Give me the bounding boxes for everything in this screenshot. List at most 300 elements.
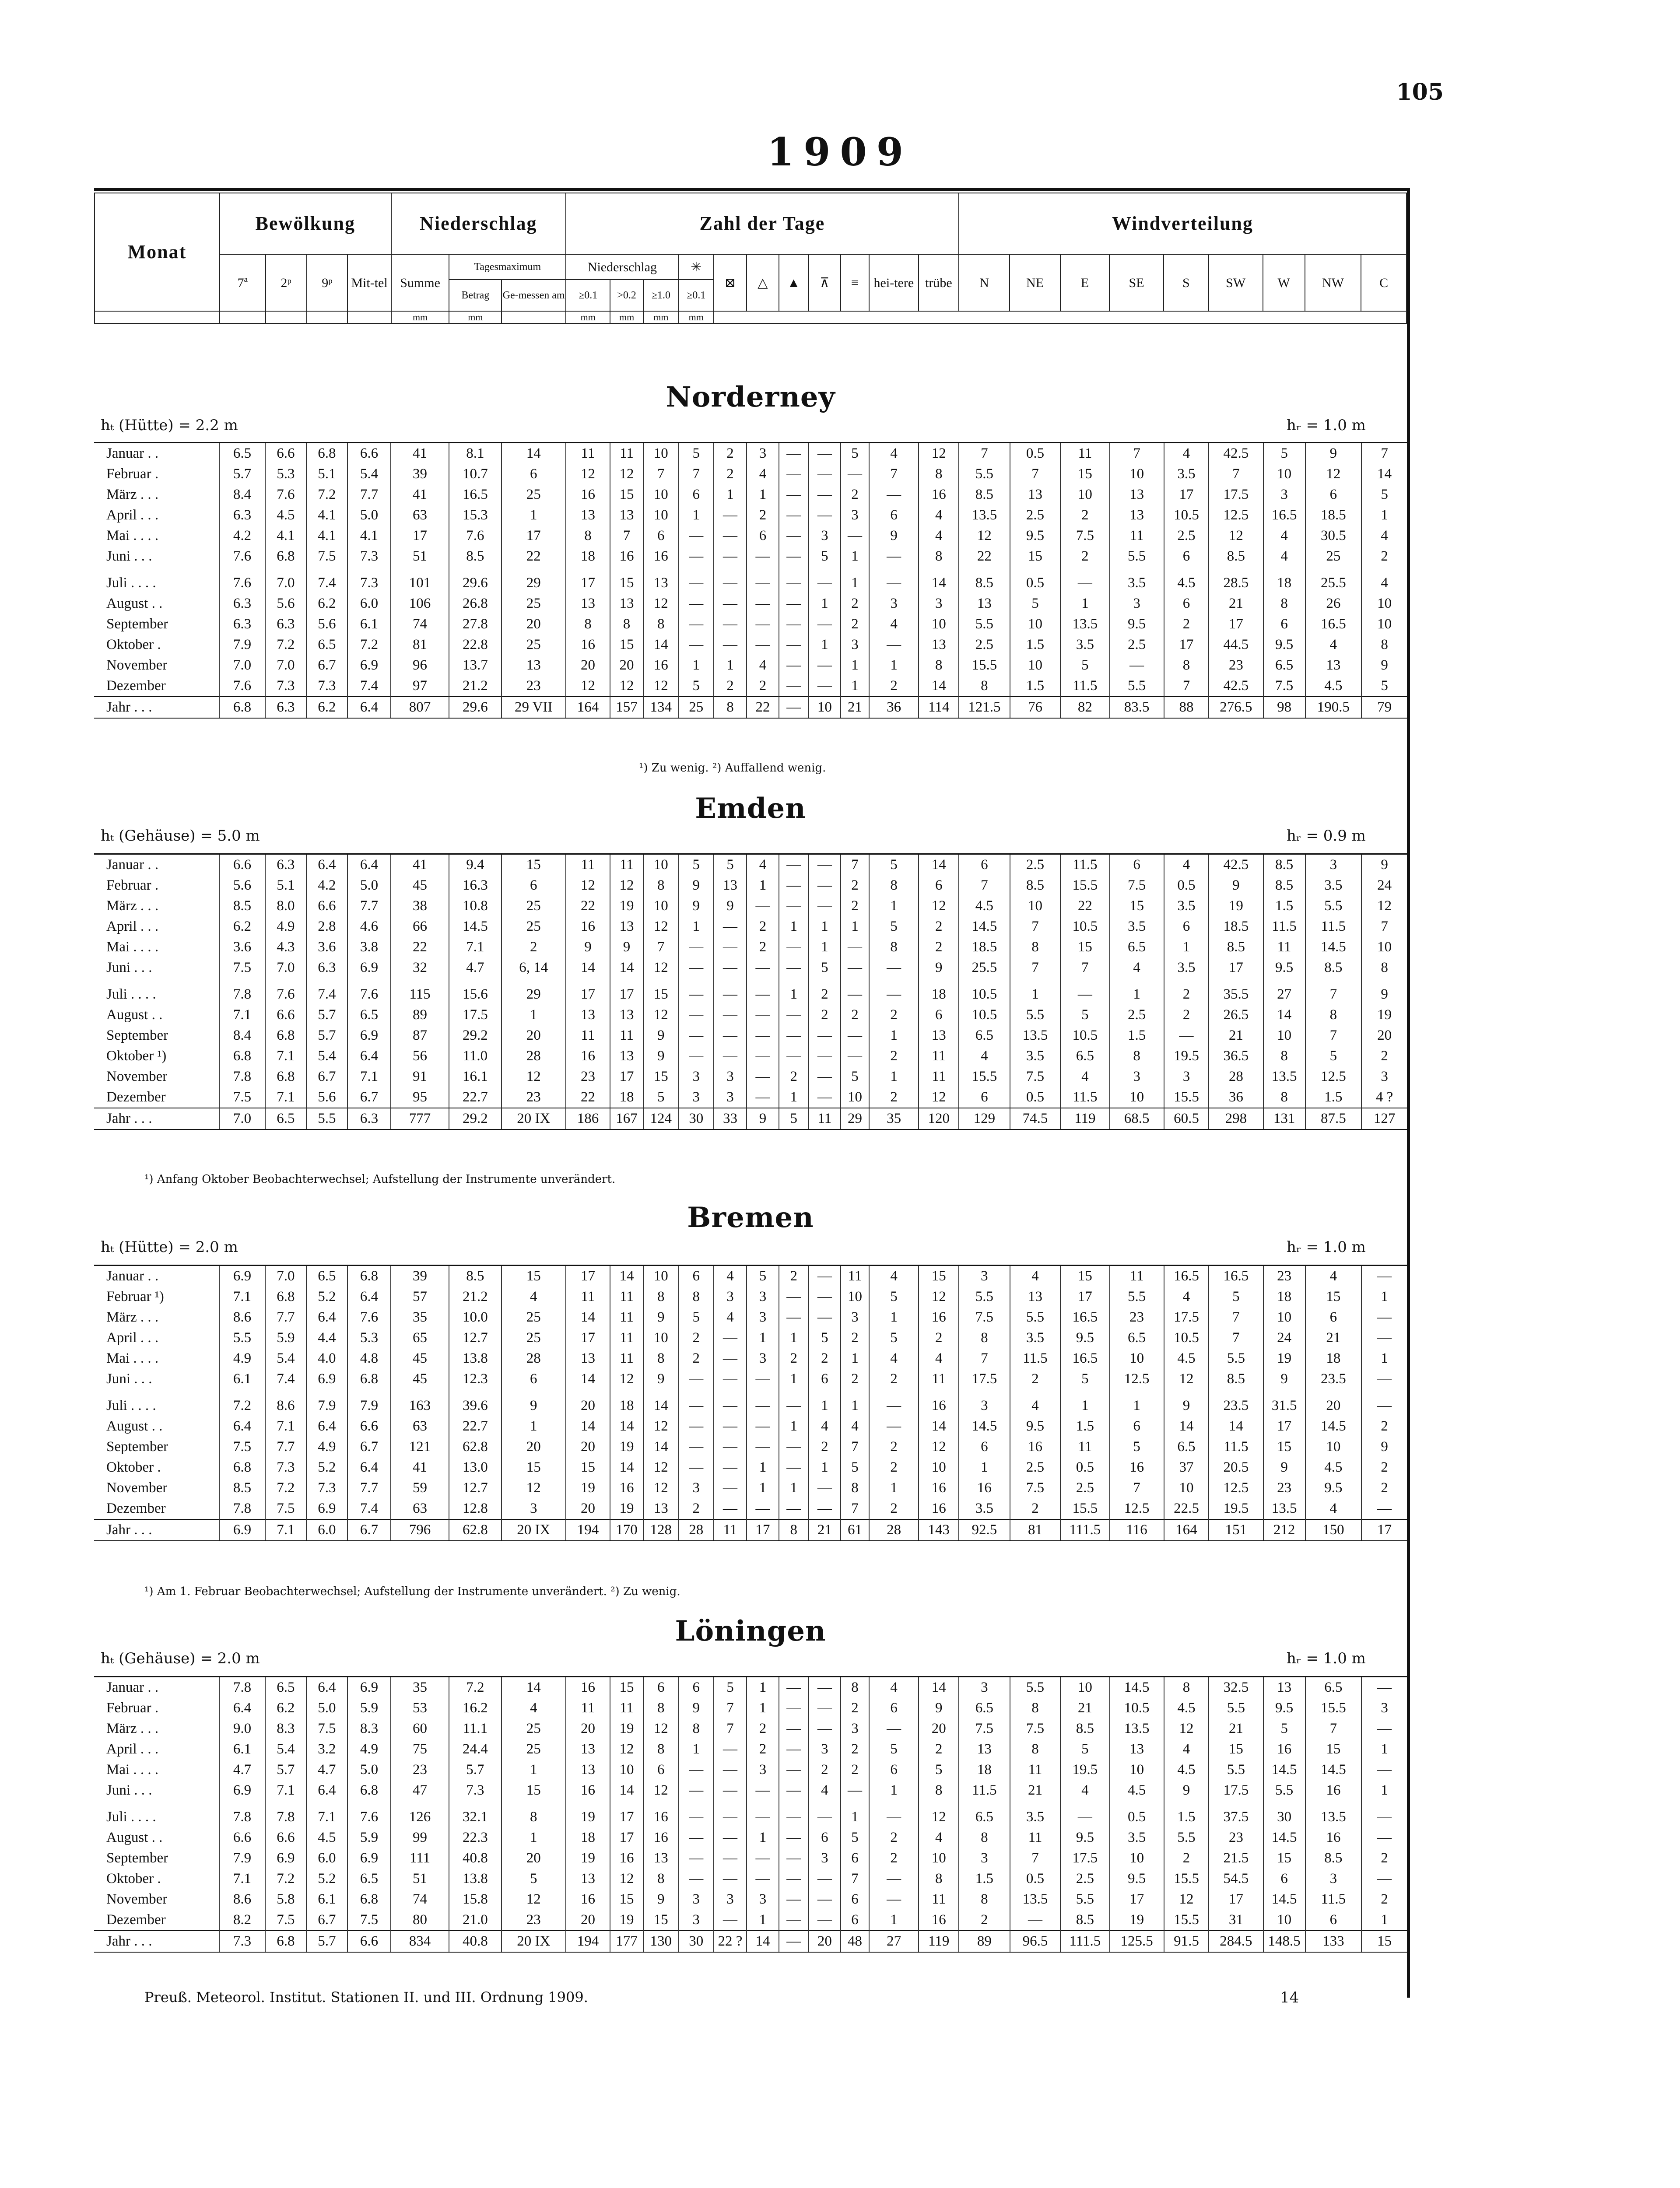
wind-c-header: C <box>1361 254 1406 311</box>
cell-h7: 7.3 <box>219 1931 265 1952</box>
cell-n10: 124 <box>643 1108 679 1129</box>
cell-n10: 10 <box>643 896 679 916</box>
cell-snow: — <box>679 937 714 957</box>
cell-graupel: — <box>779 854 809 876</box>
cell-n01: 17 <box>566 978 610 1005</box>
cell-truebe: 143 <box>919 1519 959 1541</box>
cell-wind-nw: 30.5 <box>1305 526 1362 546</box>
cell-h7: 6.2 <box>219 916 265 937</box>
cell-truebe: 4 <box>919 526 959 546</box>
cell-wind-s: 4.5 <box>1164 567 1209 593</box>
cell-wind-ne: 8 <box>1010 1698 1061 1718</box>
cell-wind-s: 6 <box>1164 916 1209 937</box>
cell-summe: 121 <box>391 1437 449 1457</box>
cell-n10: 8 <box>643 1698 679 1718</box>
cell-max-betrag: 22.3 <box>449 1827 502 1848</box>
cell-wind-e: 17 <box>1060 1287 1109 1307</box>
cell-wind-sw: 16.5 <box>1209 1266 1263 1287</box>
cell-mittel: 7.7 <box>347 896 391 916</box>
cell-month: November <box>106 657 168 673</box>
table-row <box>94 1287 1407 1307</box>
cell-max-betrag: 13.8 <box>449 1348 502 1369</box>
station-hr: hᵣ = 1.0 m <box>1287 1238 1366 1256</box>
cell-h2: 5.8 <box>265 1889 306 1910</box>
cell-thunder: — <box>809 1889 841 1910</box>
cell-wind-sw: 5.5 <box>1209 1760 1263 1780</box>
cell-fog: 2 <box>841 484 869 505</box>
cell-month: Jahr . . . <box>94 697 219 718</box>
cell-max-datum: 15 <box>502 1780 566 1801</box>
cell-max-betrag: 10.7 <box>449 464 502 484</box>
cell-n02: 15 <box>610 635 643 655</box>
cell-month: Jahr . . . <box>94 1931 219 1952</box>
cell-wind-e: 1 <box>1060 593 1109 614</box>
cell-n02: 17 <box>610 978 643 1005</box>
cell-thunder: 5 <box>809 546 841 567</box>
cell-wind-sw: 18.5 <box>1209 916 1263 937</box>
ge01-header: ≥0.1 <box>566 280 610 311</box>
cell-fog: 5 <box>841 1066 869 1087</box>
cell-wind-ne: 0.5 <box>1010 1869 1061 1889</box>
cell-mittel: 6.9 <box>347 1848 391 1869</box>
cell-n02: 11 <box>610 1025 643 1046</box>
cell-h7: 6.4 <box>219 1416 265 1437</box>
cell-n10: 15 <box>643 1066 679 1087</box>
cell-h7: 6.9 <box>219 1780 265 1801</box>
cell-wind-sw: 12.5 <box>1209 505 1263 526</box>
cell-sleet: — <box>714 505 747 526</box>
cell-snow: — <box>679 546 714 567</box>
cell-max-betrag: 15.8 <box>449 1889 502 1910</box>
cell-h7: 6.8 <box>219 1457 265 1478</box>
station-title: Bremen <box>687 1201 814 1234</box>
cell-h7: 5.7 <box>219 464 265 484</box>
cell-heitere: 4 <box>869 1348 919 1369</box>
cell-sleet: — <box>714 1348 747 1369</box>
cell-wind-se: 5.5 <box>1110 546 1164 567</box>
table-row <box>94 1307 1407 1328</box>
cell-graupel: 1 <box>779 1328 809 1348</box>
cell-h9: 5.2 <box>306 1457 347 1478</box>
cell-h7: 3.6 <box>219 937 265 957</box>
cell-wind-sw: 28 <box>1209 1066 1263 1087</box>
cell-max-betrag: 14.5 <box>449 916 502 937</box>
cell-wind-s: 91.5 <box>1164 1931 1209 1952</box>
cell-n01: 12 <box>566 676 610 697</box>
cell-wind-s: 15.5 <box>1164 1910 1209 1931</box>
cell-wind-w: 9 <box>1263 1457 1305 1478</box>
cell-truebe: 9 <box>919 957 959 978</box>
cell-max-betrag: 11.1 <box>449 1718 502 1739</box>
cell-n10: 16 <box>643 1827 679 1848</box>
cell-wind-nw: 16 <box>1305 1780 1362 1801</box>
cell-hail: 3 <box>747 1287 779 1307</box>
cell-truebe: 119 <box>919 1931 959 1952</box>
cell-max-betrag: 7.6 <box>449 526 502 546</box>
cell-hail: — <box>747 1801 779 1827</box>
cell-mittel: 6.9 <box>347 957 391 978</box>
cell-wind-ne: 10 <box>1010 655 1061 676</box>
cell-wind-c: 10 <box>1361 937 1407 957</box>
cell-h9: 6.2 <box>306 697 347 718</box>
cell-max-datum: 1 <box>502 1827 566 1848</box>
cell-n02: 15 <box>610 1889 643 1910</box>
cell-wind-e: 5 <box>1060 1369 1109 1389</box>
cell-n10: 9 <box>643 1369 679 1389</box>
cell-wind-se: 9.5 <box>1110 614 1164 635</box>
cell-wind-w: 6 <box>1263 1869 1305 1889</box>
cell-wind-ne: — <box>1010 1910 1061 1931</box>
cell-month: September <box>106 616 168 632</box>
cell-heitere: 5 <box>869 916 919 937</box>
cell-h7: 6.5 <box>219 443 265 464</box>
cell-hail: — <box>747 978 779 1005</box>
cell-wind-w: 212 <box>1263 1519 1305 1541</box>
cell-wind-ne: 0.5 <box>1010 1087 1061 1108</box>
cell-n01: 186 <box>566 1108 610 1129</box>
cell-n10: 12 <box>643 916 679 937</box>
cell-n01: 8 <box>566 614 610 635</box>
cell-snow: — <box>679 1869 714 1889</box>
cell-wind-sw: 26.5 <box>1209 1005 1263 1025</box>
table-row <box>94 1025 1407 1046</box>
cell-max-betrag: 21.2 <box>449 676 502 697</box>
cell-wind-ne: 13 <box>1010 484 1061 505</box>
cell-wind-sw: 5.5 <box>1209 1348 1263 1369</box>
cell-wind-s: 164 <box>1164 1519 1209 1541</box>
cell-h7: 7.5 <box>219 1437 265 1457</box>
cell-summe: 96 <box>391 655 449 676</box>
cell-fog: 61 <box>841 1519 869 1541</box>
cell-wind-sw: 19 <box>1209 896 1263 916</box>
cell-wind-n: 3.5 <box>959 1498 1010 1519</box>
table-row <box>94 1718 1407 1739</box>
cell-max-betrag: 13.7 <box>449 655 502 676</box>
cell-wind-e: 119 <box>1060 1108 1109 1129</box>
cell-summe: 53 <box>391 1698 449 1718</box>
station-ht: hₜ (Hütte) = 2.0 m <box>101 1238 238 1256</box>
year-title: 1909 <box>767 129 913 175</box>
cell-h9: 2.8 <box>306 916 347 937</box>
cell-h7: 7.0 <box>219 655 265 676</box>
cell-n10: 12 <box>643 957 679 978</box>
cell-thunder: — <box>809 896 841 916</box>
cell-h2: 4.1 <box>265 526 306 546</box>
cell-wind-w: 14.5 <box>1263 1827 1305 1848</box>
cell-truebe: 15 <box>919 1266 959 1287</box>
windverteilung-header: Windverteilung <box>959 193 1406 254</box>
cell-h7: 4.7 <box>219 1760 265 1780</box>
cell-h2: 8.3 <box>265 1718 306 1739</box>
cell-wind-w: 131 <box>1263 1108 1305 1129</box>
table-row <box>94 484 1407 505</box>
cell-wind-c: 1 <box>1361 1348 1407 1369</box>
cell-wind-ne: 76 <box>1010 697 1061 718</box>
cell-wind-e: 16.5 <box>1060 1348 1109 1369</box>
table-row <box>94 1827 1407 1848</box>
cell-n02: 14 <box>610 1780 643 1801</box>
cell-wind-c: — <box>1361 1760 1407 1780</box>
cell-truebe: 8 <box>919 655 959 676</box>
cell-wind-e: 82 <box>1060 697 1109 718</box>
cell-wind-w: 3 <box>1263 484 1305 505</box>
cell-wind-sw: 21.5 <box>1209 1848 1263 1869</box>
cell-wind-c: 2 <box>1361 1848 1407 1869</box>
cell-wind-c: 79 <box>1361 697 1407 718</box>
cell-mittel: 6.8 <box>347 1889 391 1910</box>
cell-h9: 6.9 <box>306 1369 347 1389</box>
cell-wind-sw: 42.5 <box>1209 676 1263 697</box>
cell-thunder: — <box>809 1910 841 1931</box>
cell-wind-s: 17.5 <box>1164 1307 1209 1328</box>
cell-truebe: 13 <box>919 1025 959 1046</box>
cell-h2: 7.1 <box>265 1087 306 1108</box>
cell-sleet: 5 <box>714 1677 747 1698</box>
cell-h7: 6.6 <box>219 854 265 876</box>
cell-wind-s: 15.5 <box>1164 1087 1209 1108</box>
cell-h2: 5.9 <box>265 1328 306 1348</box>
cell-truebe: 16 <box>919 484 959 505</box>
cell-n10: 9 <box>643 1046 679 1066</box>
station-hr: hᵣ = 1.0 m <box>1287 1650 1366 1667</box>
cell-wind-c: 1 <box>1361 1739 1407 1760</box>
cell-h7: 7.8 <box>219 978 265 1005</box>
cell-graupel: 8 <box>779 1519 809 1541</box>
cell-mittel: 6.4 <box>347 1287 391 1307</box>
cell-summe: 101 <box>391 567 449 593</box>
cell-thunder: — <box>809 854 841 876</box>
cell-wind-w: 16 <box>1263 1739 1305 1760</box>
cell-h9: 6.7 <box>306 1910 347 1931</box>
cell-truebe: 10 <box>919 1457 959 1478</box>
cell-wind-se: 17 <box>1110 1889 1164 1910</box>
cell-n02: 15 <box>610 567 643 593</box>
cell-n02: 11 <box>610 1328 643 1348</box>
cell-max-datum: 1 <box>502 505 566 526</box>
cell-wind-sw: 23 <box>1209 1827 1263 1848</box>
cell-wind-sw: 42.5 <box>1209 854 1263 876</box>
cell-fog: 7 <box>841 854 869 876</box>
cell-h9: 5.1 <box>306 464 347 484</box>
cell-wind-sw: 36 <box>1209 1087 1263 1108</box>
cell-snow: — <box>679 957 714 978</box>
cell-max-datum: 14 <box>502 443 566 464</box>
cell-h2: 7.7 <box>265 1307 306 1328</box>
cell-hail: 2 <box>747 505 779 526</box>
cell-hail: 17 <box>747 1519 779 1541</box>
cell-sleet: — <box>714 957 747 978</box>
cell-n01: 13 <box>566 593 610 614</box>
cell-n02: 14 <box>610 957 643 978</box>
cell-sleet: 2 <box>714 676 747 697</box>
wind-ne-header: NE <box>1010 254 1060 311</box>
cell-max-datum: 25 <box>502 1328 566 1348</box>
cell-fog: 2 <box>841 614 869 635</box>
cell-n10: 6 <box>643 1677 679 1698</box>
cell-wind-c: 5 <box>1361 484 1407 505</box>
cell-n01: 20 <box>566 1910 610 1931</box>
cell-max-datum: 20 IX <box>502 1519 566 1541</box>
cell-heitere: 2 <box>869 1827 919 1848</box>
station-title: Emden <box>695 792 806 825</box>
table-row <box>94 1416 1407 1437</box>
cell-wind-nw: 6 <box>1305 1910 1362 1931</box>
cell-wind-sw: 32.5 <box>1209 1677 1263 1698</box>
cell-wind-c: 2 <box>1361 1478 1407 1498</box>
cell-n02: 12 <box>610 875 643 896</box>
cell-h7: 8.4 <box>219 484 265 505</box>
table-row <box>94 1087 1407 1108</box>
cell-max-datum: 22 <box>502 546 566 567</box>
cell-wind-ne: 10 <box>1010 614 1061 635</box>
cell-wind-sw: 14 <box>1209 1416 1263 1437</box>
cell-fog: 2 <box>841 593 869 614</box>
cell-wind-c: 2 <box>1361 1416 1407 1437</box>
cell-hail: 22 <box>747 697 779 718</box>
cell-wind-s: 2 <box>1164 614 1209 635</box>
cell-n02: 12 <box>610 1869 643 1889</box>
cell-h2: 5.6 <box>265 593 306 614</box>
cell-hail: — <box>747 1046 779 1066</box>
cell-wind-c: 10 <box>1361 614 1407 635</box>
cell-hail: 14 <box>747 1931 779 1952</box>
cell-graupel: — <box>779 593 809 614</box>
cell-heitere: — <box>869 1889 919 1910</box>
cell-n02: 13 <box>610 1005 643 1025</box>
cell-max-datum: 12 <box>502 1066 566 1087</box>
cell-wind-c: 5 <box>1361 676 1407 697</box>
cell-fog: 48 <box>841 1931 869 1952</box>
cell-graupel: 1 <box>779 1087 809 1108</box>
cell-heitere: 1 <box>869 655 919 676</box>
wind-s-header: S <box>1164 254 1209 311</box>
cell-mittel: 4.8 <box>347 1348 391 1369</box>
cell-max-datum: 5 <box>502 1869 566 1889</box>
cell-h2: 6.8 <box>265 1931 306 1952</box>
table-row <box>94 1478 1407 1498</box>
cell-max-datum: 12 <box>502 1478 566 1498</box>
cell-snow: — <box>679 567 714 593</box>
table-row <box>94 1266 1407 1287</box>
cell-wind-n: 12 <box>959 526 1010 546</box>
cell-h9: 6.4 <box>306 1780 347 1801</box>
cell-wind-e: — <box>1060 567 1109 593</box>
cell-truebe: 10 <box>919 1848 959 1869</box>
cell-summe: 81 <box>391 635 449 655</box>
cell-wind-c: 9 <box>1361 854 1407 876</box>
cell-mittel: 6.8 <box>347 1266 391 1287</box>
cell-wind-w: 8 <box>1263 1087 1305 1108</box>
cell-mittel: 7.4 <box>347 676 391 697</box>
cell-wind-s: 37 <box>1164 1457 1209 1478</box>
cell-wind-nw: 11.5 <box>1305 1889 1362 1910</box>
cell-wind-ne: 21 <box>1010 1780 1061 1801</box>
table-row <box>94 443 1407 464</box>
cell-h9: 5.7 <box>306 1025 347 1046</box>
cell-wind-c: 4 <box>1361 526 1407 546</box>
cell-wind-c: 14 <box>1361 464 1407 484</box>
cell-wind-sw: 15 <box>1209 1739 1263 1760</box>
cell-summe: 51 <box>391 1869 449 1889</box>
cell-truebe: 11 <box>919 1369 959 1389</box>
cell-wind-w: 4 <box>1263 526 1305 546</box>
cell-wind-sw: 28.5 <box>1209 567 1263 593</box>
cell-wind-nw: 150 <box>1305 1519 1362 1541</box>
wind-nw-header: NW <box>1305 254 1361 311</box>
cell-h2: 6.6 <box>265 443 306 464</box>
cell-h9: 5.4 <box>306 1046 347 1066</box>
cell-fog: — <box>841 1780 869 1801</box>
cell-wind-n: 8 <box>959 1889 1010 1910</box>
cell-truebe: 18 <box>919 978 959 1005</box>
cell-snow: — <box>679 526 714 546</box>
cell-wind-e: 7 <box>1060 957 1109 978</box>
cell-graupel: — <box>779 635 809 655</box>
cell-wind-nw: 16.5 <box>1305 614 1362 635</box>
cell-wind-nw: 14.5 <box>1305 937 1362 957</box>
cell-thunder: — <box>809 1266 841 1287</box>
cell-wind-c: 2 <box>1361 546 1407 567</box>
cell-n10: 12 <box>643 1780 679 1801</box>
ge10-header: ≥1.0 <box>643 280 679 311</box>
cell-wind-e: 5 <box>1060 1005 1109 1025</box>
table-row <box>94 655 1407 676</box>
cell-max-betrag: 13.8 <box>449 1869 502 1889</box>
cell-fog: 11 <box>841 1266 869 1287</box>
table-row <box>94 1348 1407 1369</box>
cell-thunder: — <box>809 1087 841 1108</box>
table-row <box>94 1369 1407 1389</box>
cell-max-datum: 20 <box>502 614 566 635</box>
cell-thunder: — <box>809 1287 841 1307</box>
table-row <box>94 957 1407 978</box>
cell-wind-nw: 7 <box>1305 1718 1362 1739</box>
cell-max-datum: 25 <box>502 916 566 937</box>
cell-heitere: — <box>869 1869 919 1889</box>
table-row <box>94 1889 1407 1910</box>
cell-fog: 6 <box>841 1889 869 1910</box>
cell-h9: 3.6 <box>306 937 347 957</box>
cell-max-betrag: 5.7 <box>449 1760 502 1780</box>
cell-wind-ne: 2 <box>1010 1369 1061 1389</box>
cell-n02: 12 <box>610 1369 643 1389</box>
cell-wind-sw: 20.5 <box>1209 1457 1263 1478</box>
cell-h7: 7.1 <box>219 1005 265 1025</box>
cell-hail: 1 <box>747 1328 779 1348</box>
cell-h9: 7.2 <box>306 484 347 505</box>
cell-max-datum: 20 IX <box>502 1931 566 1952</box>
table-row <box>94 1760 1407 1780</box>
cell-n01: 13 <box>566 505 610 526</box>
cell-thunder: — <box>809 1869 841 1889</box>
cell-wind-n: 15.5 <box>959 655 1010 676</box>
cell-wind-e: 11.5 <box>1060 676 1109 697</box>
cell-wind-w: 9.5 <box>1263 1698 1305 1718</box>
cell-truebe: 9 <box>919 1698 959 1718</box>
cell-sleet: — <box>714 1046 747 1066</box>
cell-h9: 7.1 <box>306 1801 347 1827</box>
cell-wind-s: 2 <box>1164 978 1209 1005</box>
cell-wind-w: 148.5 <box>1263 1931 1305 1952</box>
cell-wind-s: 88 <box>1164 697 1209 718</box>
cell-h2: 7.1 <box>265 1519 306 1541</box>
cell-fog: 5 <box>841 1457 869 1478</box>
cell-wind-se: 83.5 <box>1110 697 1164 718</box>
cell-n10: 12 <box>643 1005 679 1025</box>
cell-wind-ne: 8.5 <box>1010 875 1061 896</box>
cell-n01: 23 <box>566 1066 610 1087</box>
cell-wind-w: 5 <box>1263 443 1305 464</box>
